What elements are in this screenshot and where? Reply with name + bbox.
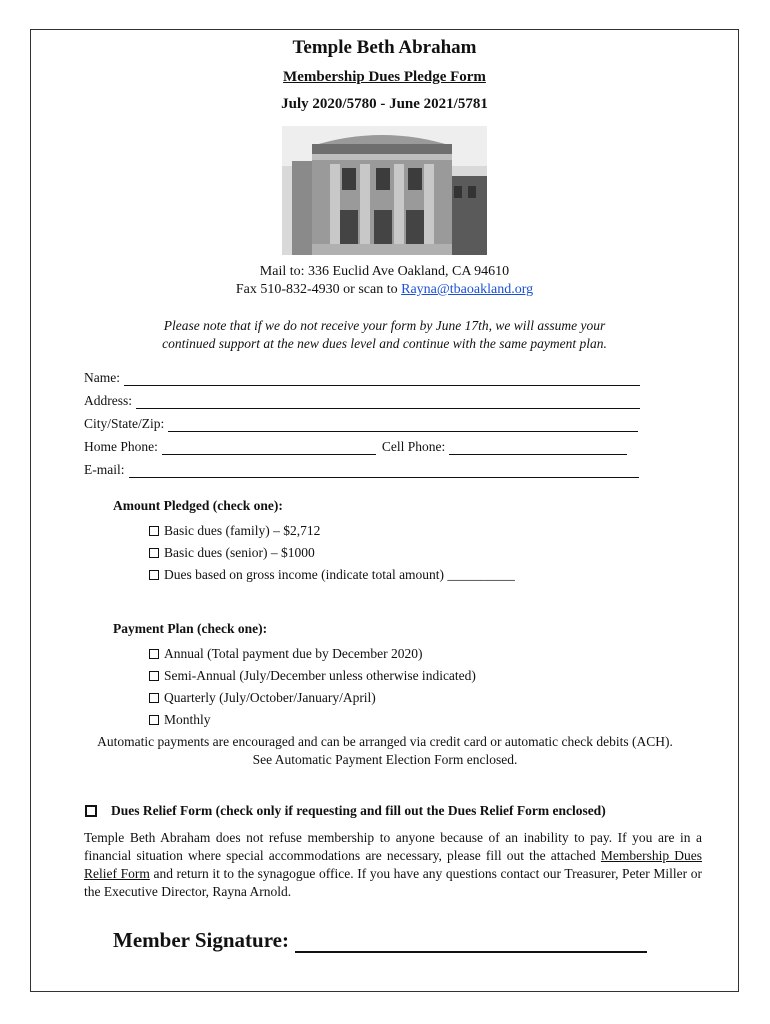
name-field: Name: xyxy=(84,370,640,386)
deadline-note: Please note that if we do not receive your form by June 17th, we will assume your continued support at the new dues level and continue with the same payment plan. xyxy=(162,318,607,351)
form-subtitle: Membership Dues Pledge Form xyxy=(283,69,486,85)
email-link[interactable]: Rayna@tbaoakland.org xyxy=(401,282,534,297)
cell-phone-input[interactable] xyxy=(449,440,627,455)
plan-option-monthly[interactable]: Monthly xyxy=(149,712,211,728)
plan-heading: Payment Plan (check one): xyxy=(113,621,268,636)
city-state-zip-field: City/State/Zip: xyxy=(84,416,638,432)
fax-line: Fax 510-832-4930 or scan to Rayna@tbaoakland.org xyxy=(235,282,534,297)
form-title: Temple Beth Abraham xyxy=(292,37,477,58)
mailing-info xyxy=(30,263,739,299)
address-field: Address: xyxy=(84,393,640,409)
dues-relief-option[interactable]: Dues Relief Form (check only if requesting and fill out the Dues Relief Form enclosed) xyxy=(85,803,606,819)
checkbox-icon[interactable] xyxy=(149,570,159,580)
plan-option-annual[interactable]: Annual (Total payment due by December 2020) xyxy=(149,646,422,662)
temple-building-photo xyxy=(282,126,487,255)
mail-address: Mail to: 336 Euclid Ave Oakland, CA 94610 xyxy=(259,264,510,279)
dues-relief-description: Temple Beth Abraham does not refuse membership to anyone because of an inability to pay. If you are in a financial situation where special accommodations are necessary, please fill out the attached Membership Dues Relief Form and return it to the synagogue office. If you have any questions contact our Treasurer, Peter Miller or the Executive Director, Rayna Arnold. xyxy=(84,830,703,899)
checkbox-icon[interactable] xyxy=(149,715,159,725)
member-signature: Member Signature: xyxy=(113,928,647,953)
amount-option-senior[interactable]: Basic dues (senior) – $1000 xyxy=(149,545,315,561)
signature-line[interactable] xyxy=(295,931,647,953)
amount-option-income[interactable]: Dues based on gross income (indicate total amount) __________ xyxy=(149,567,515,583)
checkbox-icon[interactable] xyxy=(149,548,159,558)
automatic-payment-note: Automatic payments are encouraged and can be arranged via credit card or automatic check debits (ACH). See Automatic Payment Election Form enclosed. xyxy=(97,734,673,767)
city-state-zip-input[interactable] xyxy=(168,417,638,432)
plan-option-semi-annual[interactable]: Semi-Annual (July/December unless otherwise indicated) xyxy=(149,668,476,684)
checkbox-icon[interactable] xyxy=(149,671,159,681)
phone-fields: Home Phone: Cell Phone: xyxy=(84,439,627,455)
checkbox-icon[interactable] xyxy=(85,805,97,817)
address-input[interactable] xyxy=(136,394,640,409)
email-input[interactable] xyxy=(129,463,639,478)
name-input[interactable] xyxy=(124,371,640,386)
plan-option-quarterly[interactable]: Quarterly (July/October/January/April) xyxy=(149,690,376,706)
home-phone-input[interactable] xyxy=(162,440,376,455)
checkbox-icon[interactable] xyxy=(149,526,159,536)
form-dates: July 2020/5780 - June 2021/5781 xyxy=(281,96,488,112)
checkbox-icon[interactable] xyxy=(149,693,159,703)
amount-heading: Amount Pledged (check one): xyxy=(113,498,283,513)
checkbox-icon[interactable] xyxy=(149,649,159,659)
relief-form-link[interactable]: Membership Dues Relief Form xyxy=(84,848,703,881)
amount-option-family[interactable]: Basic dues (family) – $2,712 xyxy=(149,523,320,539)
email-field: E-mail: xyxy=(84,462,639,478)
